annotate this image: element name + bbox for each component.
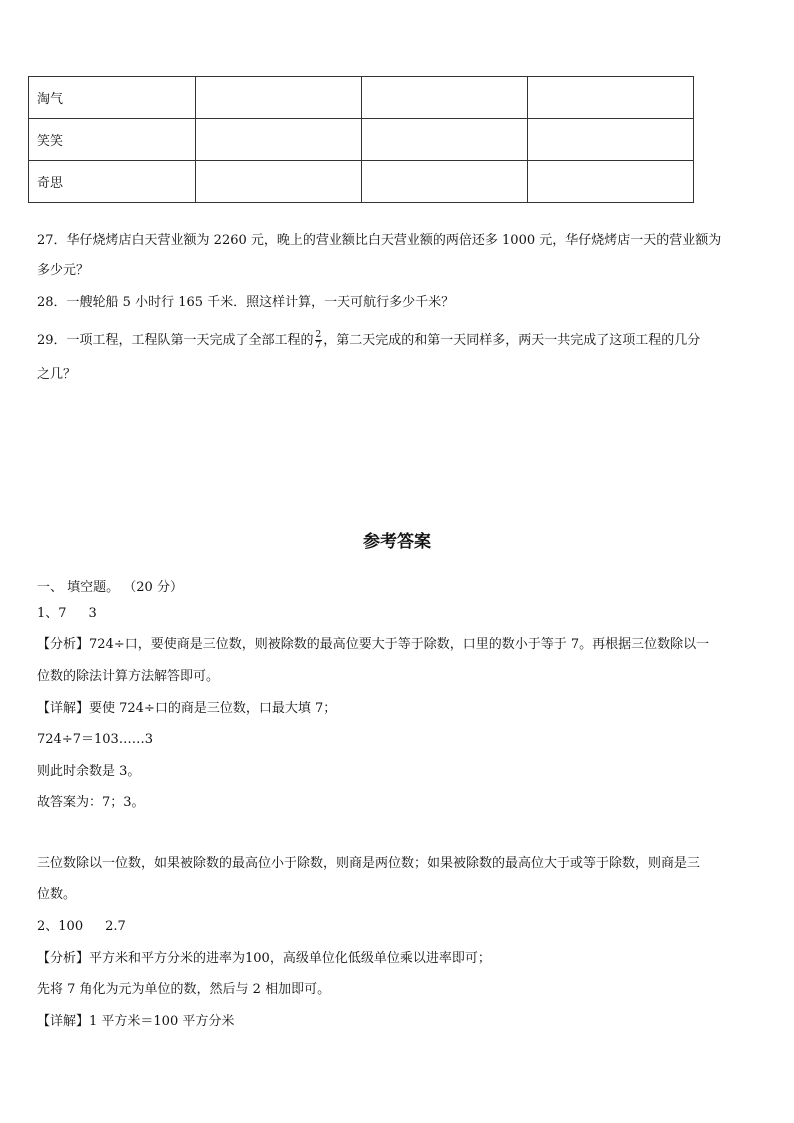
answer-2-result xyxy=(37,918,126,936)
table-row xyxy=(29,77,694,119)
question-29-text-after: ，第二天完成的和第一天同样多，两天一共完成了这项工程的几分 xyxy=(323,333,701,348)
answer-1-note-line-2: 位数。 xyxy=(37,887,77,902)
table-cell xyxy=(528,161,694,203)
question-29-line-2: 之几？ xyxy=(37,367,77,382)
table-cell xyxy=(362,161,528,203)
table-cell xyxy=(362,77,528,119)
answer-2-number: 2、100 xyxy=(37,919,84,934)
row-name: 奇思 xyxy=(29,161,196,203)
answer-1-note-line-1: 三位数除以一位数，如果被除数的最高位小于除数，则商是两位数；如果被除数的最高位大于或等于除数，则商是三 xyxy=(37,856,701,871)
answer-1-analysis-line-1: 【分析】724÷口，要使商是三位数，则被除数的最高位要大于等于除数，口里的数小于等于 7。再根据三位数除以一 xyxy=(37,637,710,652)
answer-heading: 参考答案 xyxy=(363,532,431,552)
fraction-denominator: 7 xyxy=(315,341,322,351)
answer-2-value: 2.7 xyxy=(105,919,126,934)
answer-2-detail-line-1: 【详解】1 平方米＝100 平方分米 xyxy=(37,1014,235,1029)
table-row xyxy=(29,161,694,203)
answer-1-detail-line-3: 则此时余数是 3。 xyxy=(37,764,141,779)
row-name: 淘气 xyxy=(29,77,196,119)
table-cell xyxy=(528,77,694,119)
table-row xyxy=(29,119,694,161)
question-29-line-1 xyxy=(37,330,700,351)
answer-1-detail-line-4: 故答案为：7；3。 xyxy=(37,795,145,810)
question-27-line-1: 27．华仔烧烤店白天营业额为 2260 元，晚上的营业额比白天营业额的两倍还多 1000 元，华仔烧烤店一天的营业额为 xyxy=(37,233,722,248)
answer-1-value: 3 xyxy=(88,606,97,621)
table-cell xyxy=(196,119,362,161)
answer-1-detail-line-1: 【详解】要使 724÷口的商是三位数，口最大填 7； xyxy=(37,701,337,716)
score-table xyxy=(28,76,694,203)
fraction-numerator: 2 xyxy=(315,330,322,340)
answer-1-analysis-line-2: 位数的除法计算方法解答即可。 xyxy=(37,669,220,684)
table-cell xyxy=(528,119,694,161)
row-name: 笑笑 xyxy=(29,119,196,161)
section-title: 一、 填空题。 （20 分） xyxy=(37,580,183,595)
answer-2-analysis-line-1: 【分析】平方米和平方分米的进率为100，高级单位化低级单位乘以进率即可； xyxy=(37,951,491,966)
table-cell xyxy=(196,77,362,119)
table-cell xyxy=(362,119,528,161)
question-28: 28．一艘轮船 5 小时行 165 千米．照这样计算，一天可航行多少千米？ xyxy=(37,295,455,310)
question-27-line-2: 多少元？ xyxy=(37,263,90,278)
answer-1-result xyxy=(37,605,97,623)
question-29-text-before: 29．一项工程，工程队第一天完成了全部工程的 xyxy=(37,333,314,348)
answer-1-detail-line-2: 724÷7＝103……3 xyxy=(37,732,154,747)
answer-2-analysis-line-2: 先将 7 角化为元为单位的数，然后与 2 相加即可。 xyxy=(37,982,331,997)
table-cell xyxy=(196,161,362,203)
answer-1-number: 1、7 xyxy=(37,606,67,621)
fraction xyxy=(315,330,323,351)
